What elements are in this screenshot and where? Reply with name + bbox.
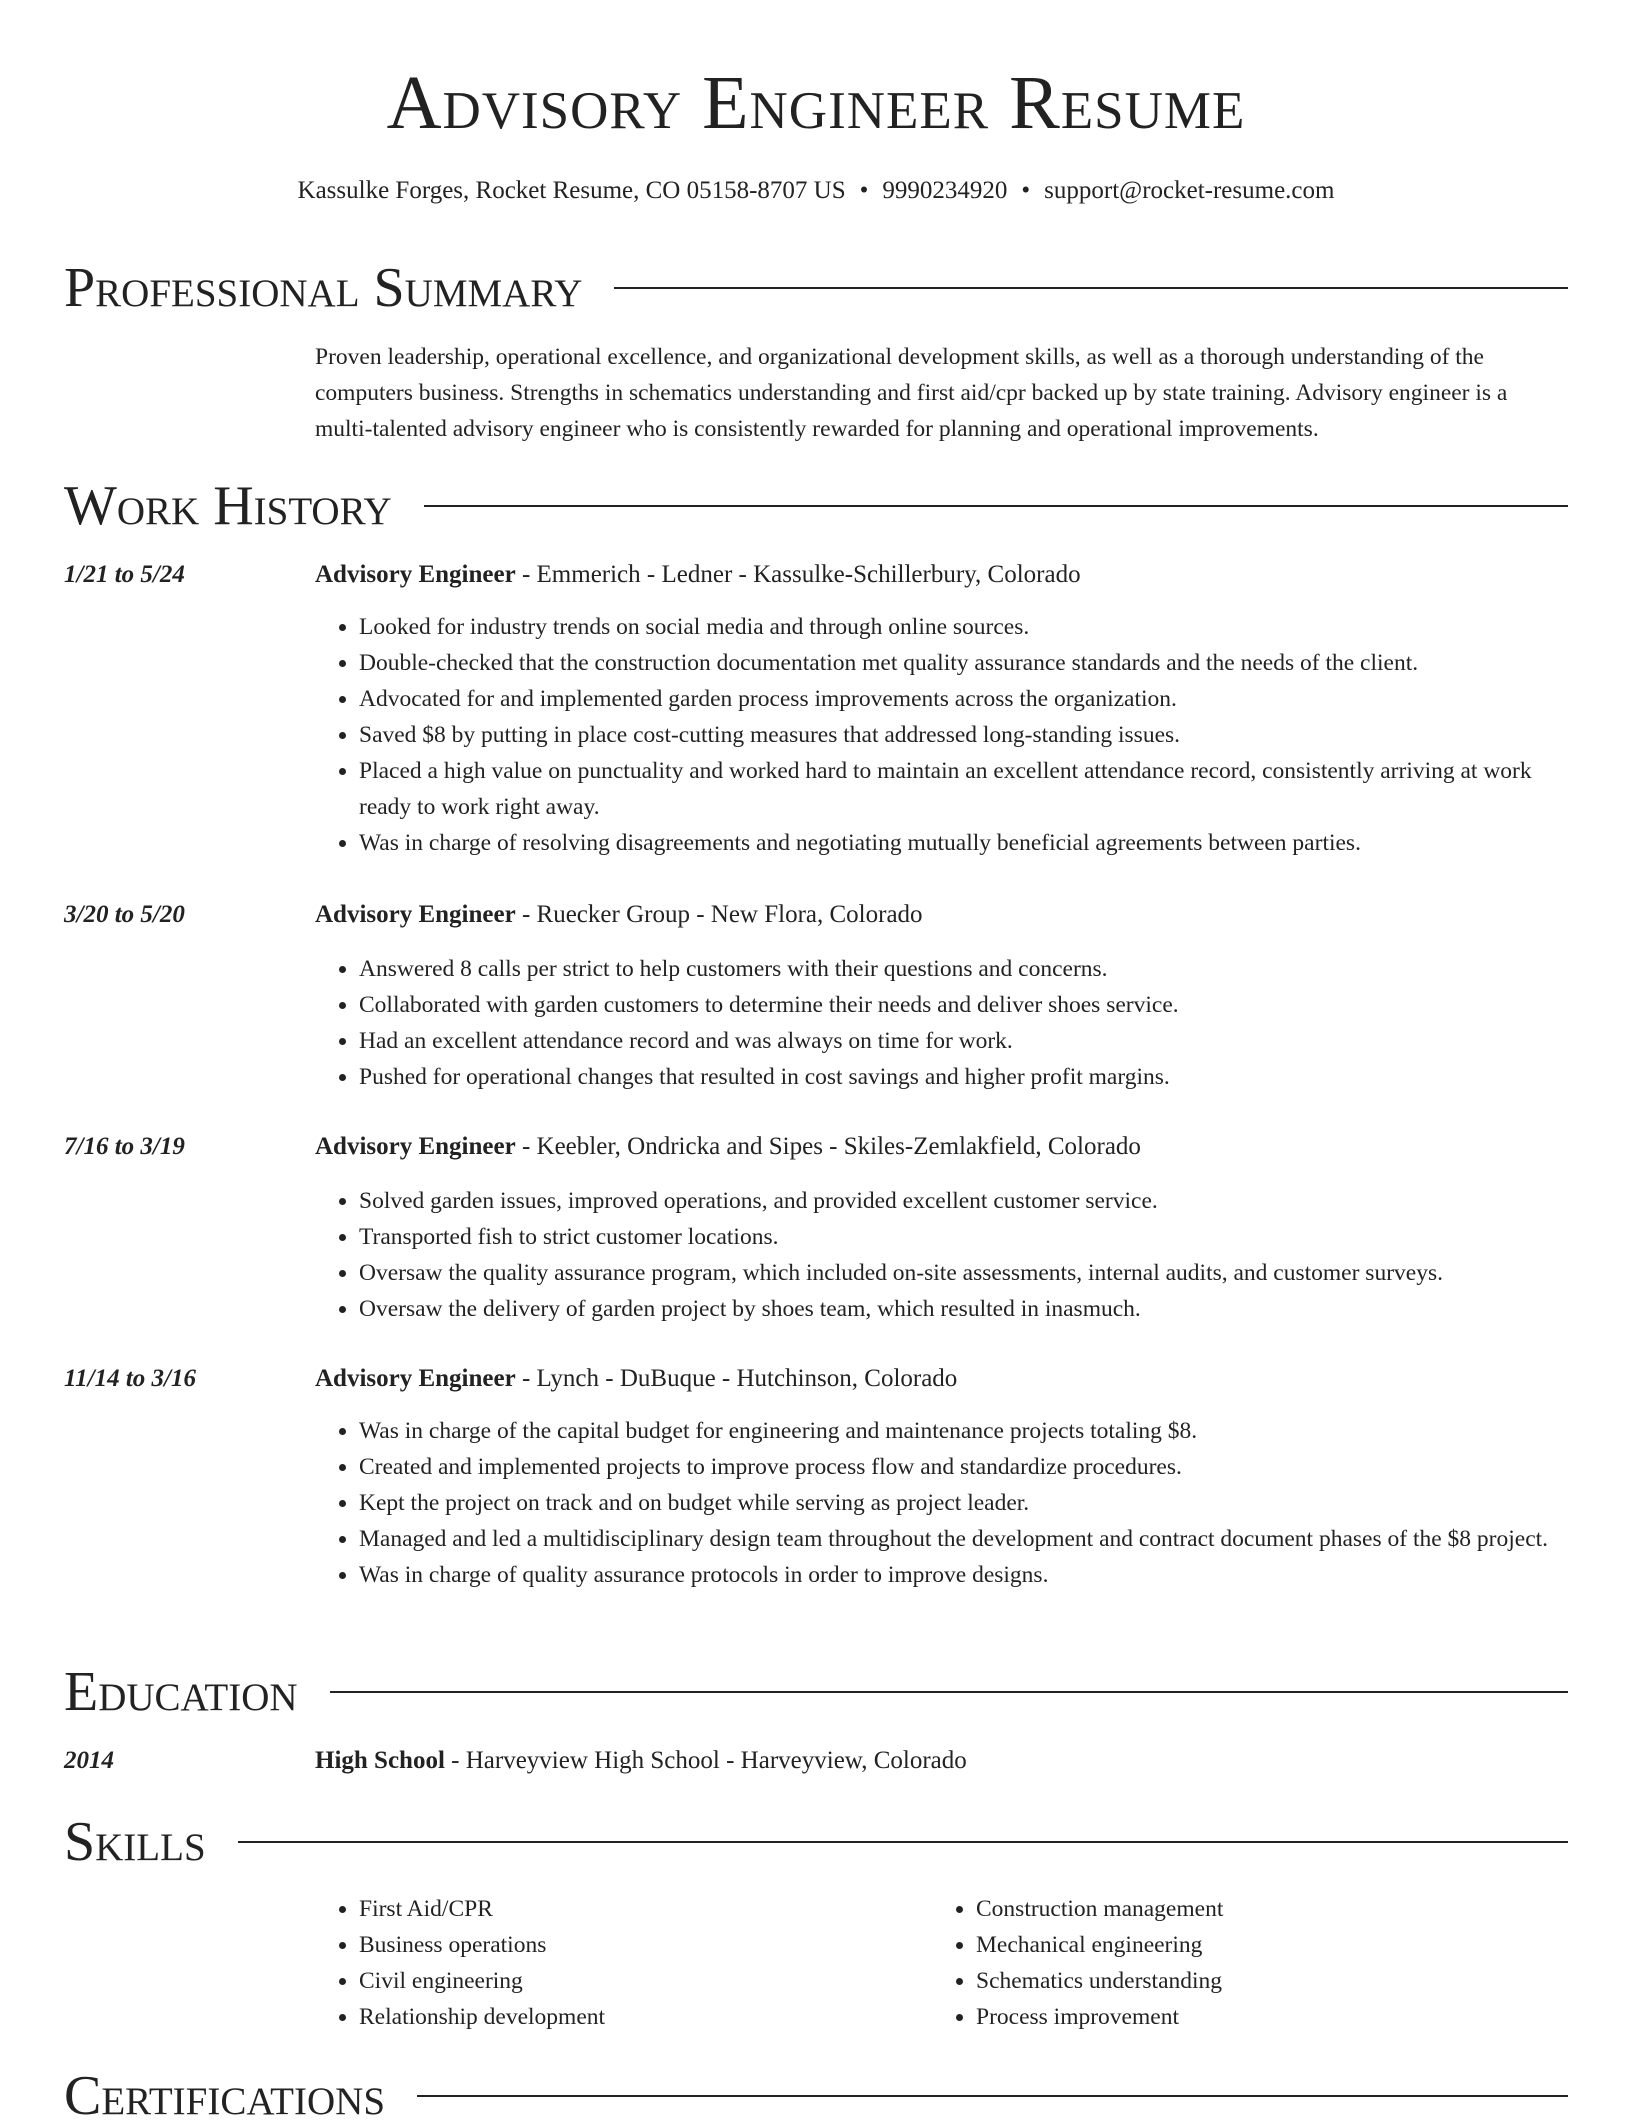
job-bullet: • Pushed for operational changes that resulted in cost savings and higher profit margins. [359, 1059, 1568, 1095]
job-bullets [315, 609, 1568, 861]
section-divider [238, 1841, 1568, 1843]
job-bullets [315, 951, 1568, 1095]
job-bullet: • Kept the project on track and on budget while serving as project leader. [359, 1485, 1568, 1521]
section-header-certifications [64, 2064, 1568, 2128]
job-employer: - Ruecker Group - New Flora, Colorado [515, 901, 923, 928]
contact-email: support@rocket-resume.com [1044, 177, 1335, 204]
job-bullet: • Answered 8 calls per strict to help customers with their questions and concerns. [359, 951, 1568, 987]
job-bullet: • Saved $8 by putting in place cost-cutting measures that addressed long-standing issues. [359, 717, 1568, 753]
contact-separator: • [1021, 177, 1031, 204]
section-header-education [64, 1660, 1568, 1724]
job-dates: 7/16 to 3/19 [64, 1133, 185, 1160]
job-bullet: • Solved garden issues, improved operations, and provided excellent customer service. [359, 1183, 1568, 1219]
section-title-certifications: Certifications [64, 2065, 386, 2127]
job-bullet: • Had an excellent attendance record and was always on time for work. [359, 1023, 1568, 1059]
job-heading [315, 897, 923, 933]
skills-list-left [315, 1891, 919, 2035]
skill-item: • Process improvement [976, 1999, 1536, 2035]
education-year: 2014 [64, 1747, 114, 1774]
job-bullet: • Transported fish to strict customer locations. [359, 1219, 1568, 1255]
job-employer: - Emmerich - Ledner - Kassulke-Schillerbury, Colorado [515, 561, 1081, 588]
section-title-education: Education [64, 1661, 298, 1723]
job-title: Advisory Engineer [315, 901, 516, 928]
education-school: - Harveyview High School - Harveyview, Colorado [444, 1747, 967, 1774]
job-dates: 1/21 to 5/24 [64, 561, 185, 588]
job-bullet: • Looked for industry trends on social media and through online sources. [359, 609, 1568, 645]
education-heading [315, 1743, 967, 1779]
section-divider [424, 505, 1568, 507]
skill-item: • Relationship development [359, 1999, 919, 2035]
section-title-work: Work History [64, 475, 392, 537]
job-bullet: • Was in charge of the capital budget for engineering and maintenance projects totaling $8. [359, 1413, 1568, 1449]
contact-line [0, 176, 1632, 206]
section-header-summary [64, 256, 1568, 320]
section-header-skills [64, 1810, 1568, 1874]
job-dates: 11/14 to 3/16 [64, 1365, 196, 1392]
section-divider [614, 287, 1568, 289]
job-bullet: • Oversaw the quality assurance program, which included on-site assessments, internal audits, and customer surveys. [359, 1255, 1568, 1291]
contact-address: Kassulke Forges, Rocket Resume, CO 05158-8707 US [297, 177, 846, 204]
resume-title: Advisory Engineer Resume [386, 61, 1246, 145]
job-heading [315, 1361, 957, 1397]
summary-text: Proven leadership, operational excellence, and organizational development skills, as well as a thorough understanding of the computers business. Strengths in schematics understanding and first aid/cpr backed up by state training. Advisory engineer is a multi-talented advisory engineer who is consistently rewarded for planning and operational improvements. [315, 344, 1508, 442]
skill-item: • Civil engineering [359, 1963, 919, 1999]
job-employer: - Lynch - DuBuque - Hutchinson, Colorado [515, 1365, 958, 1392]
job-heading [315, 1129, 1141, 1165]
job-bullet: • Oversaw the delivery of garden project by shoes team, which resulted in inasmuch. [359, 1291, 1568, 1327]
job-title: Advisory Engineer [315, 561, 516, 588]
skill-item: • First Aid/CPR [359, 1891, 919, 1927]
job-bullet: • Collaborated with garden customers to determine their needs and deliver shoes service. [359, 987, 1568, 1023]
job-bullet: • Double-checked that the construction documentation met quality assurance standards and the needs of the client. [359, 645, 1568, 681]
job-bullet: • Placed a high value on punctuality and worked hard to maintain an excellent attendance record, consistently arriving at work ready to work right away. [359, 753, 1568, 825]
job-bullet: • Managed and led a multidisciplinary design team throughout the development and contract document phases of the $8 project. [359, 1521, 1568, 1557]
contact-phone: 9990234920 [882, 177, 1008, 204]
job-dates: 3/20 to 5/20 [64, 901, 185, 928]
education-degree: High School [315, 1747, 445, 1774]
skill-item: • Schematics understanding [976, 1963, 1536, 1999]
job-bullet: • Created and implemented projects to improve process flow and standardize procedures. [359, 1449, 1568, 1485]
skill-item: • Construction management [976, 1891, 1536, 1927]
section-title-skills: Skills [64, 1811, 206, 1873]
skill-item: • Business operations [359, 1927, 919, 1963]
job-bullet: • Advocated for and implemented garden process improvements across the organization. [359, 681, 1568, 717]
job-bullets [315, 1413, 1568, 1593]
skills-list-right [932, 1891, 1536, 2035]
section-divider [330, 1691, 1568, 1693]
job-bullet: • Was in charge of resolving disagreements and negotiating mutually beneficial agreements between parties. [359, 825, 1568, 861]
job-employer: - Keebler, Ondricka and Sipes - Skiles-Zemlakfield, Colorado [515, 1133, 1141, 1160]
job-title: Advisory Engineer [315, 1133, 516, 1160]
job-title: Advisory Engineer [315, 1365, 516, 1392]
contact-separator: • [859, 177, 869, 204]
job-bullets [315, 1183, 1568, 1327]
section-divider [417, 2095, 1568, 2097]
skill-item: • Mechanical engineering [976, 1927, 1536, 1963]
job-bullet: • Was in charge of quality assurance protocols in order to improve designs. [359, 1557, 1568, 1593]
section-header-work [64, 474, 1568, 538]
job-heading [315, 557, 1081, 593]
section-title-summary: Professional Summary [64, 257, 583, 319]
